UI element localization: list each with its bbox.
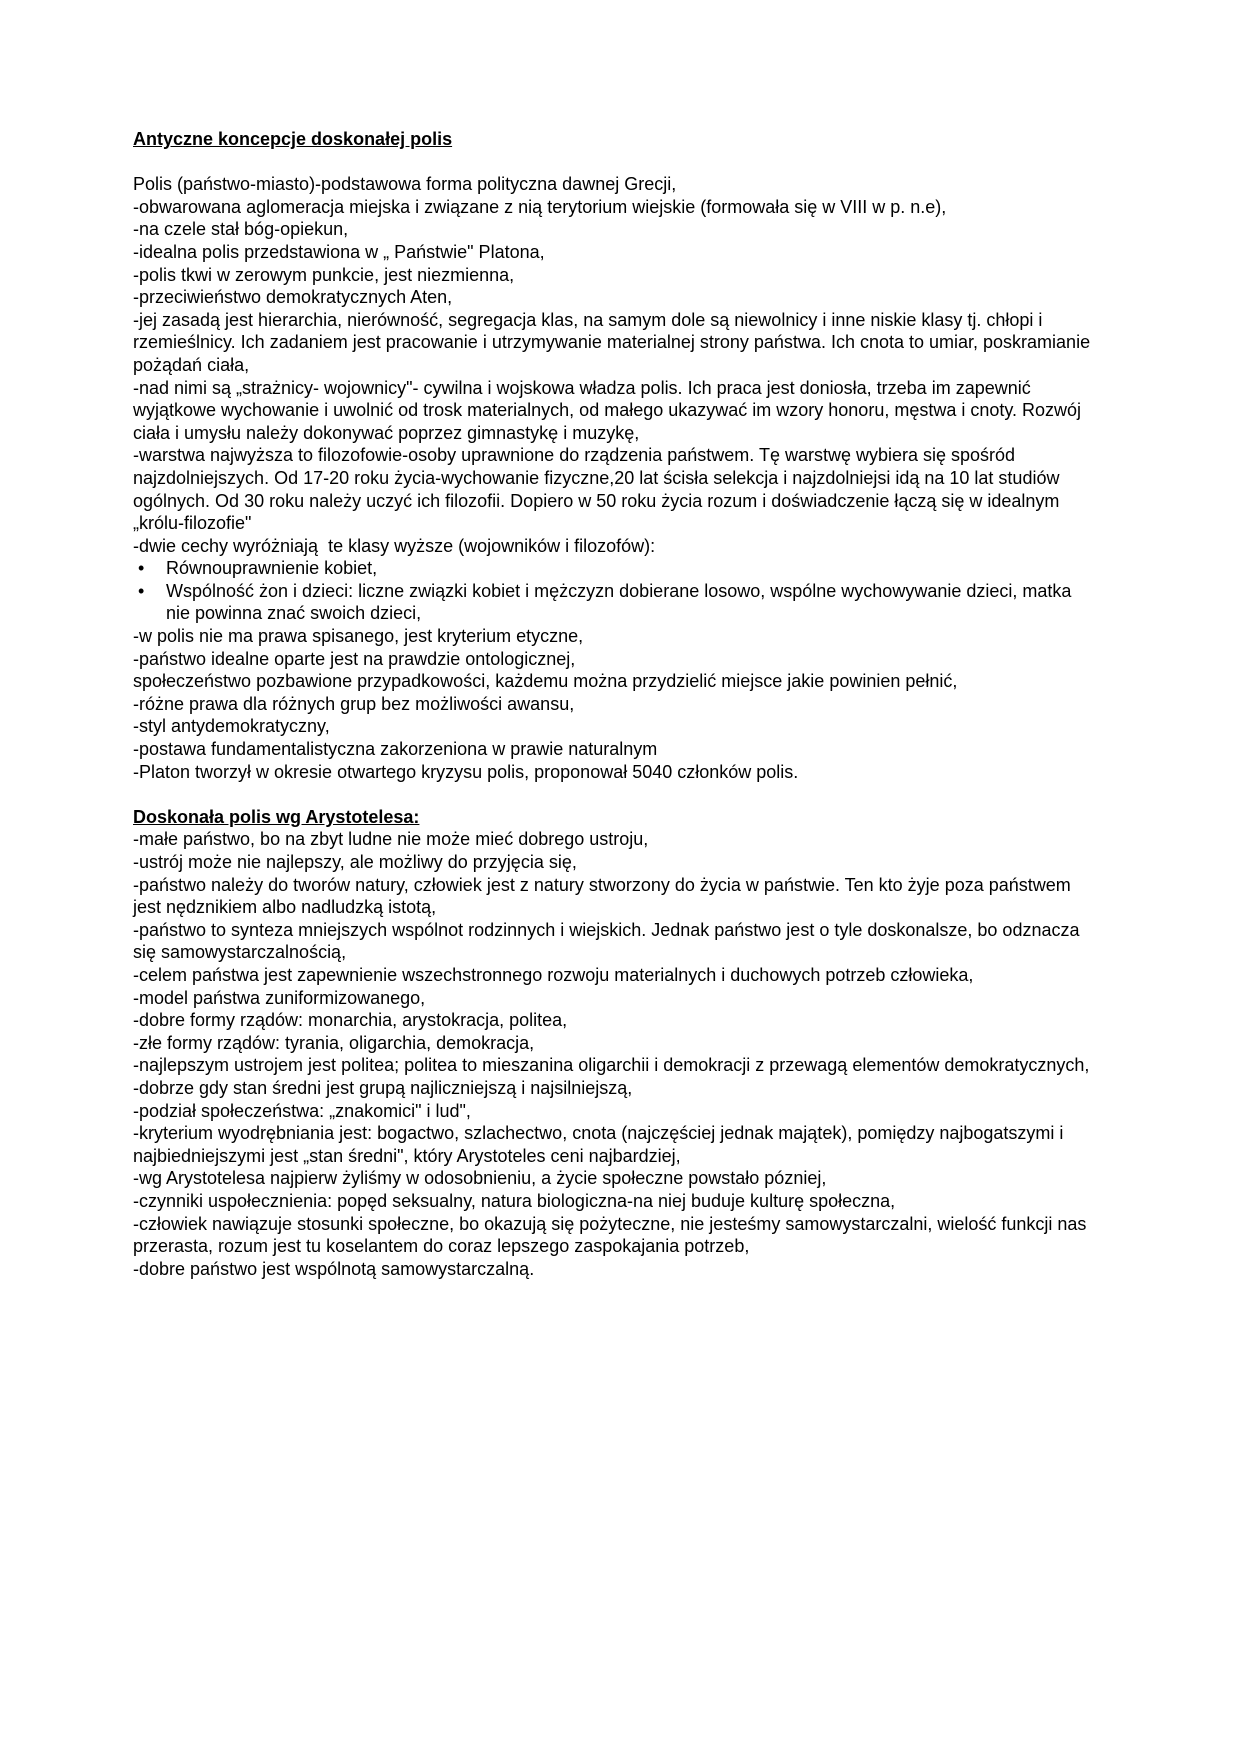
- text-line: -najlepszym ustrojem jest politea; politea to mieszanina oligarchii i demokracji z przewagą elementów demokratycznych,: [133, 1055, 1090, 1076]
- text-line: -idealna polis przedstawiona w „ Państwie" Platona,: [133, 241, 545, 262]
- section-title-platon: Antyczne koncepcje doskonałej polis: [133, 129, 453, 149]
- text-line: -celem państwa jest zapewnienie wszechstronnego rozwoju materialnych i duchowych potrzeb człowieka,: [133, 964, 974, 985]
- text-line: -warstwa najwyższa to filozofowie-osoby uprawnione do rządzenia państwem. Tę warstwę wybiera się spośród najzdolniejszych. Od 17-20 roku życia-wychowanie fizyczne,20 lat ścisła selekcja i najzdolniejsi idą na 10 lat studiów ogólnych. Od 30 roku należy uczyć ich filozofii. Dopiero w 50 roku życia rozum i doświadczenie łączą się w idealnym „królu-filozofie": [133, 445, 1065, 534]
- section-title-arystoteles: Doskonała polis wg Arystotelesa:: [133, 806, 420, 827]
- text-line: -złe formy rządów: tyrania, oligarchia, demokracja,: [133, 1032, 535, 1053]
- text-line: -wg Arystotelesa najpierw żyliśmy w odosobnieniu, a życie społeczne powstało pózniej,: [133, 1168, 827, 1189]
- text-line: -kryterium wyodrębniania jest: bogactwo, szlachectwo, cnota (najczęściej jednak majątek), pomiędzy najbogatszymi i najbiedniejszymi jest „stan średni", który Arystoteles ceni najbardziej,: [133, 1123, 1069, 1166]
- text-line: -nad nimi są „strażnicy- wojownicy"- cywilna i wojskowa władza polis. Ich praca jest doniosła, trzeba im zapewnić wyjątkowe wychowanie i uwolnić od trosk materialnych, od małego ukazywać im wzory honoru, męstwa i cnoty. Rozwój ciała i umysłu należy dokonywać poprzez gimnastykę i muzykę,: [133, 377, 1087, 443]
- text-line: -na czele stał bóg-opiekun,: [133, 219, 349, 240]
- text-line: -dobre państwo jest wspólnotą samowystarczalną.: [133, 1258, 535, 1279]
- text-line: -w polis nie ma prawa spisanego, jest kryterium etyczne,: [133, 626, 584, 647]
- text-line: -małe państwo, bo na zbyt ludne nie może mieć dobrego ustroju,: [133, 829, 649, 850]
- bullet-text: Wspólność żon i dzieci: liczne związki kobiet i mężczyzn dobierane losowo, wspólne wychowywanie dzieci, matka nie powinna znać swoich dzieci,: [166, 580, 1077, 624]
- text-line: -jej zasadą jest hierarchia, nierówność, segregacja klas, na samym dole są niewolnicy i inne niskie klasy tj. chłopi i rzemieślnicy. Ich zadaniem jest pracowanie i utrzymywanie materialnej strony państwa. Ich cnota to umiar, poskramianie pożądań ciała,: [133, 309, 1096, 375]
- text-line: -czynniki uspołecznienia: popęd seksualny, natura biologiczna-na niej buduje kulturę społeczna,: [133, 1190, 896, 1211]
- text-line: -państwo należy do tworów natury, człowiek jest z natury stworzony do życia w państwie. Ten kto żyje poza państwem jest nędznikiem albo nadludzką istotą,: [133, 874, 1076, 918]
- text-line: -polis tkwi w zerowym punkcie, jest niezmienna,: [133, 264, 515, 285]
- text-line: -styl antydemokratyczny,: [133, 716, 330, 737]
- text-line: -państwo to synteza mniejszych wspólnot rodzinnych i wiejskich. Jednak państwo jest o tyle doskonalsze, bo odznacza się samowystarczalnością,: [133, 919, 1085, 963]
- text-line: -dobre formy rządów: monarchia, arystokracja, politea,: [133, 1010, 568, 1031]
- text-line: -dobrze gdy stan średni jest grupą najliczniejszą i najsilniejszą,: [133, 1077, 633, 1098]
- text-line: Polis (państwo-miasto)-podstawowa forma polityczna dawnej Grecji,: [133, 174, 677, 195]
- text-line: -obwarowana aglomeracja miejska i związane z nią terytorium wiejskie (formowała się w VIII w p. n.e),: [133, 196, 947, 217]
- text-line: -postawa fundamentalistyczna zakorzeniona w prawie naturalnym: [133, 739, 658, 760]
- blank-line: [133, 151, 1110, 174]
- bullet-item: [133, 557, 1093, 580]
- text-line: -państwo idealne oparte jest na prawdzie ontologicznej,: [133, 648, 576, 669]
- bullet-item: [133, 580, 1093, 625]
- text-line: -różne prawa dla różnych grup bez możliwości awansu,: [133, 693, 575, 714]
- text-line: -człowiek nawiązuje stosunki społeczne, bo okazują się pożyteczne, nie jesteśmy samowystarczalni, wielość funkcji nas przerasta, rozum jest tu koselantem do coraz lepszego zaspokajania potrzeb,: [133, 1213, 1092, 1257]
- text-line: -podział społeczeństwa: „znakomici" i lud",: [133, 1100, 471, 1121]
- text-line: -przeciwieństwo demokratycznych Aten,: [133, 287, 453, 308]
- text-line: społeczeństwo pozbawione przypadkowości, każdemu można przydzielić miejsce jakie powinien pełnić,: [133, 671, 958, 692]
- blank-line: [133, 783, 1110, 806]
- text-line: -model państwa zuniformizowanego,: [133, 987, 426, 1008]
- bullet-icon: •: [138, 558, 145, 579]
- text-line: -ustrój może nie najlepszy, ale możliwy do przyjęcia się,: [133, 852, 577, 872]
- bullet-icon: •: [138, 580, 145, 601]
- bullet-text: Równouprawnienie kobiet,: [166, 558, 378, 579]
- text-line: -dwie cechy wyróżniają te klasy wyższe (wojowników i filozofów):: [133, 535, 656, 556]
- text-line: -Platon tworzył w okresie otwartego kryzysu polis, proponował 5040 członków polis.: [133, 761, 799, 782]
